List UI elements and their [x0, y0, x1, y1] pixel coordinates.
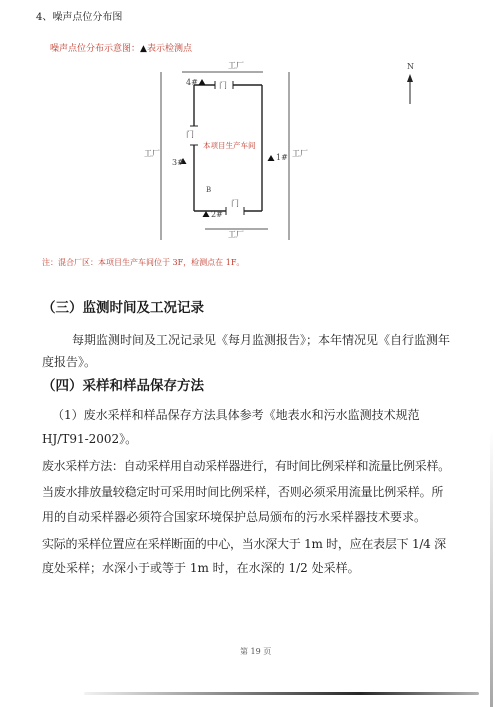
caption-suffix: 表示检测点 [146, 44, 192, 54]
caption-prefix: 噪声点位分布示意图： [50, 44, 141, 54]
section-4-heading: （四）采样和样品保存方法 [42, 378, 204, 394]
building-b-label: B [206, 186, 212, 194]
point-1-triangle-icon [268, 155, 275, 161]
paragraph-1-line-1: 废水采样方法：自动采样用自动采样器进行，有时间比例采样和流量比例采样。 [42, 459, 450, 473]
paragraph-2-line-2: 度处采样；水深小于或等于 1m 时，在水深的 1/2 处采样。 [42, 561, 360, 575]
section-3-line-1: 每期监测时间及工况记录见《每月监测报告》；本年情况见《自行监测年 [72, 333, 451, 347]
section-3-line-2: 度报告》。 [42, 355, 97, 369]
factory-right-label: 工厂 [292, 149, 308, 158]
factory-left-label: 工厂 [144, 149, 160, 158]
diagram-note: 注：混合厂区：本项目生产车间位于 3F，检测点在 1F。 [42, 258, 245, 267]
point-4-label: 4# [186, 78, 198, 87]
section-4-item-1-line-2: HJ/T91-2002》。 [42, 432, 138, 446]
factory-bottom-label: 工厂 [228, 230, 244, 239]
door-top-label: 门 [219, 81, 227, 90]
section-3-heading: （三）监测时间及工况记录 [42, 300, 204, 316]
scan-shadow-bottom [84, 692, 479, 695]
page-number: 第 19 页 [240, 647, 272, 656]
point-4-triangle-icon [199, 79, 206, 85]
paragraph-1-line-2: 当废水排放量较稳定时可采用时间比例采样，否则必须采用流量比例采样。所 [42, 485, 444, 499]
point-2-label: 2# [211, 210, 223, 219]
door-bottom-label: 门 [231, 199, 239, 208]
paragraph-2-line-1: 实际的采样位置应在采样断面的中心，当水深大于 1m 时，应在表层下 1/4 深 [42, 537, 446, 551]
section-4-title: 4、噪声点位分布图 [36, 12, 123, 23]
point-1-label: 1# [276, 153, 288, 162]
section-4-item-1-line-1: （1）废水采样和样品保存方法具体参考《地表水和污水监测技术规范 [52, 408, 420, 422]
north-arrow-icon [407, 74, 413, 82]
building-label: 本项目生产车间 [203, 141, 256, 150]
caption-triangle-icon: ▲ [140, 44, 147, 54]
factory-top-label: 工厂 [228, 61, 244, 70]
point-3-label: 3# [172, 158, 184, 167]
door-left-label: 门 [186, 130, 194, 139]
scan-shadow-right [490, 430, 493, 707]
paragraph-1-line-3: 用的自动采样器必须符合国家环境保护总局颁布的污水采样器技术要求。 [42, 510, 427, 524]
point-2-triangle-icon [203, 211, 210, 217]
north-label: N [407, 62, 414, 71]
